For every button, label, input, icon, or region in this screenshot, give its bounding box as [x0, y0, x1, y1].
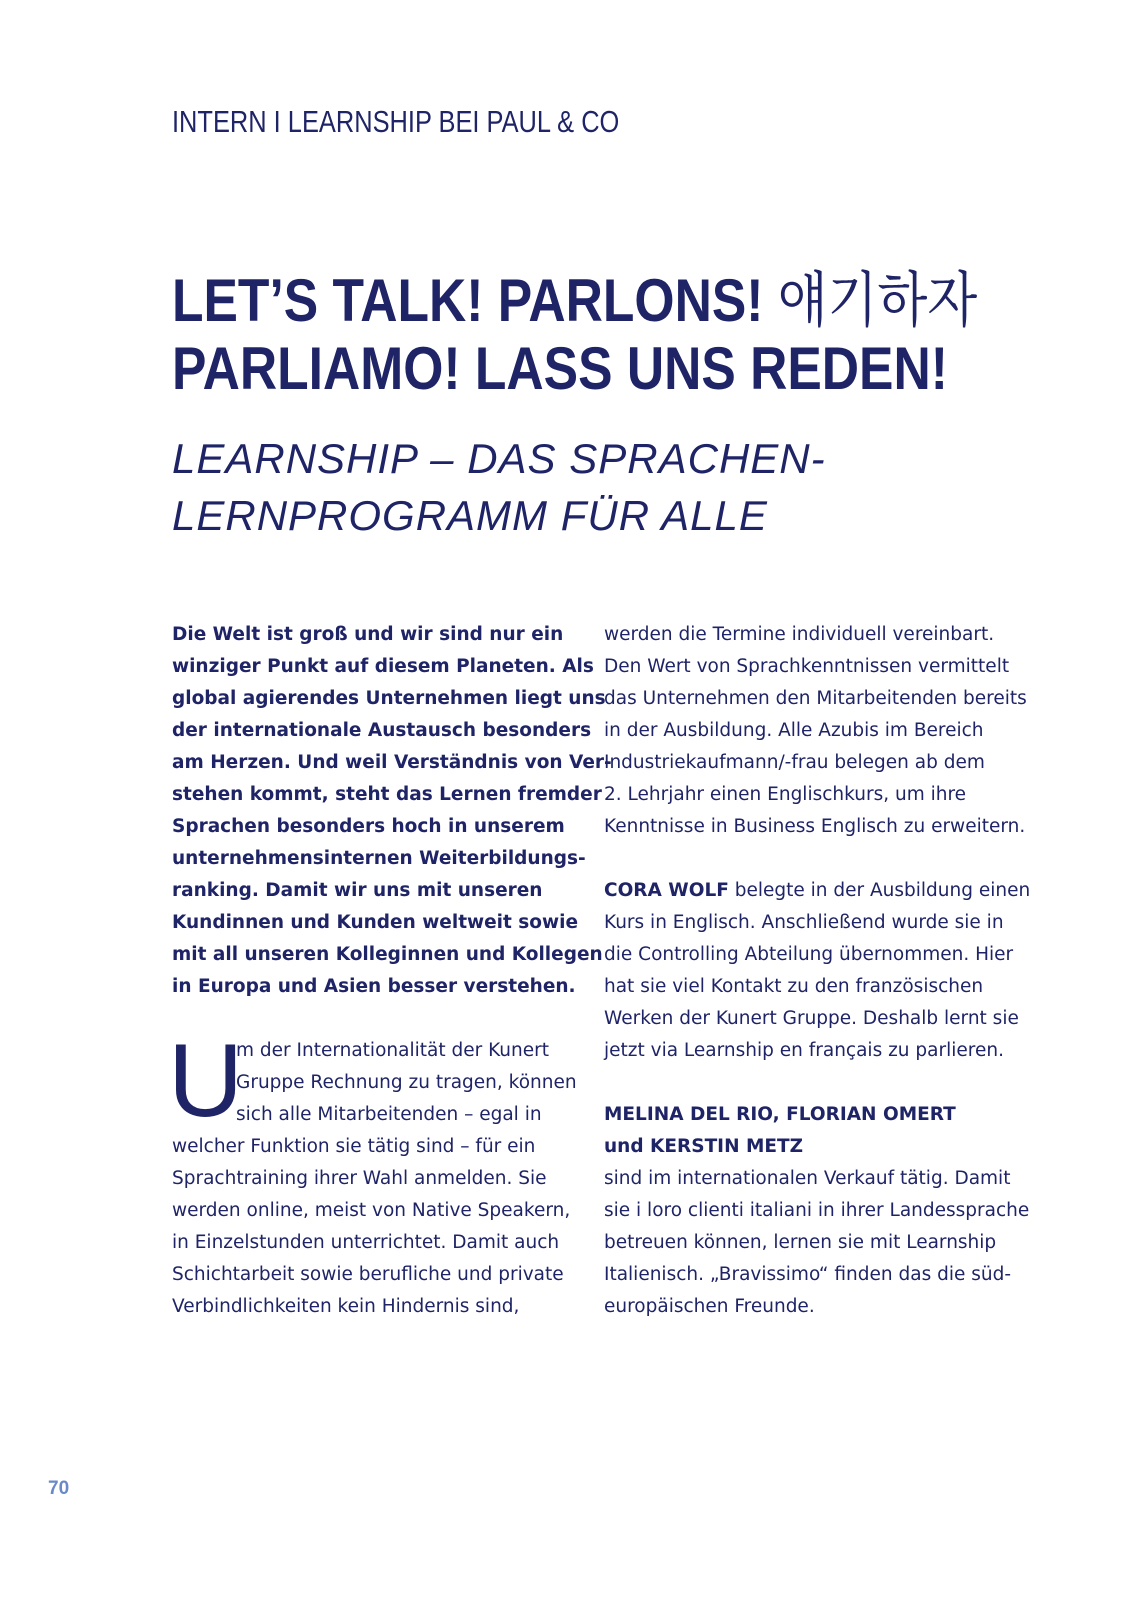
headline-line-1-latin: LET’S TALK! PARLONS!	[172, 267, 778, 334]
body-line: betreuen können, lernen sie mit Learnship	[604, 1232, 997, 1253]
body-line: europäischen Freunde.	[604, 1296, 815, 1317]
body-line: Sprachtraining ihrer Wahl anmelden. Sie	[172, 1168, 547, 1189]
body-line: sich alle Mitarbeitenden – egal in	[236, 1104, 542, 1125]
body-line: m der Internationalität der Kunert	[236, 1040, 549, 1061]
intro-line: unternehmensinternen Weiterbildungs-	[172, 848, 586, 869]
body-line: Italienisch. „Bravissimo“ finden das die süd-	[604, 1264, 1012, 1285]
intro-line: mit all unseren Kolleginnen und Kollegen	[172, 944, 603, 965]
subtitle	[172, 430, 972, 544]
body-line: welcher Funktion sie tätig sind – für ein	[172, 1136, 536, 1157]
person-name: CORA WOLF	[604, 880, 729, 901]
left-column	[168, 619, 612, 1323]
intro-line: global agierendes Unternehmen liegt uns	[172, 688, 606, 709]
body-line: Kurs in Englisch. Anschließend wurde sie in	[604, 912, 1004, 933]
drop-cap: U	[168, 1023, 244, 1139]
body-text: belegte in der Ausbildung einen	[728, 880, 1031, 901]
headline-line-1	[172, 266, 978, 336]
person-names: MELINA DEL RIO, FLORIAN OMERT	[604, 1104, 956, 1125]
headline-line-1-korean: 얘기하자	[777, 266, 978, 336]
intro-paragraph	[172, 619, 612, 1003]
body-line: Den Wert von Sprachkenntnissen vermittelt	[604, 656, 1010, 677]
body-line: sind im internationalen Verkauf tätig. Damit	[604, 1168, 1011, 1189]
intro-line: stehen kommt, steht das Lernen fremder	[172, 784, 602, 805]
body-line: 2. Lehrjahr einen Englischkurs, um ihre	[604, 784, 967, 805]
intro-line: Sprachen besonders hoch in unserem	[172, 816, 565, 837]
body-line: in Einzelstunden unterrichtet. Damit auch	[172, 1232, 560, 1253]
section-kicker: INTERN I LEARNSHIP BEI PAUL & CO	[172, 104, 620, 139]
headline	[172, 266, 978, 403]
body-line: Industriekaufmann/-frau belegen ab dem	[604, 752, 985, 773]
body-line: das Unternehmen den Mitarbeitenden bereits	[604, 688, 1027, 709]
intro-line: der internationale Austausch besonders	[172, 720, 592, 741]
body-line: Werken der Kunert Gruppe. Deshalb lernt sie	[604, 1008, 1019, 1029]
intro-line: ranking. Damit wir uns mit unseren	[172, 880, 543, 901]
body-line: hat sie viel Kontakt zu den französischen	[604, 976, 984, 997]
person-names: und KERSTIN METZ	[604, 1136, 804, 1157]
body-line: Verbindlichkeiten kein Hindernis sind,	[172, 1296, 520, 1317]
body-line: werden die Termine individuell vereinbart.	[604, 624, 995, 645]
body-line: werden online, meist von Native Speakern,	[172, 1200, 571, 1221]
right-column	[604, 619, 1031, 1323]
body-line: Gruppe Rechnung zu tragen, können	[236, 1072, 577, 1093]
body-line: sie i loro clienti italiani in ihrer Landessprache	[604, 1200, 1030, 1221]
headline-line-2: PARLIAMO! LASS UNS REDEN!	[172, 335, 948, 402]
intro-line: am Herzen. Und weil Verständnis von Ver-	[172, 752, 612, 773]
paragraph-cora-wolf	[604, 875, 1031, 1067]
intro-line: in Europa und Asien besser verstehen.	[172, 976, 576, 997]
body-paragraph	[168, 1023, 577, 1323]
subtitle-line-1: LEARNSHIP – DAS SPRACHEN-	[172, 435, 826, 482]
subtitle-line-2: LERNPROGRAMM FÜR ALLE	[172, 492, 768, 539]
intro-line: Kundinnen und Kunden weltweit sowie	[172, 912, 578, 933]
intro-line: winziger Punkt auf diesem Planeten. Als	[172, 656, 594, 677]
body-line	[604, 875, 1031, 907]
body-line: in der Ausbildung. Alle Azubis im Bereich	[604, 720, 984, 741]
paragraph-sales-team	[604, 1099, 1030, 1323]
intro-line: Die Welt ist groß und wir sind nur ein	[172, 624, 564, 645]
paragraph-training	[604, 619, 1027, 843]
body-line: die Controlling Abteilung übernommen. Hier	[604, 944, 1014, 965]
body-line: jetzt via Learnship en français zu parlieren.	[604, 1040, 1004, 1061]
page-number: 70	[48, 1478, 70, 1499]
body-line: Kenntnisse in Business Englisch zu erweitern.	[604, 816, 1026, 837]
body-line: Schichtarbeit sowie berufliche und private	[172, 1264, 564, 1285]
